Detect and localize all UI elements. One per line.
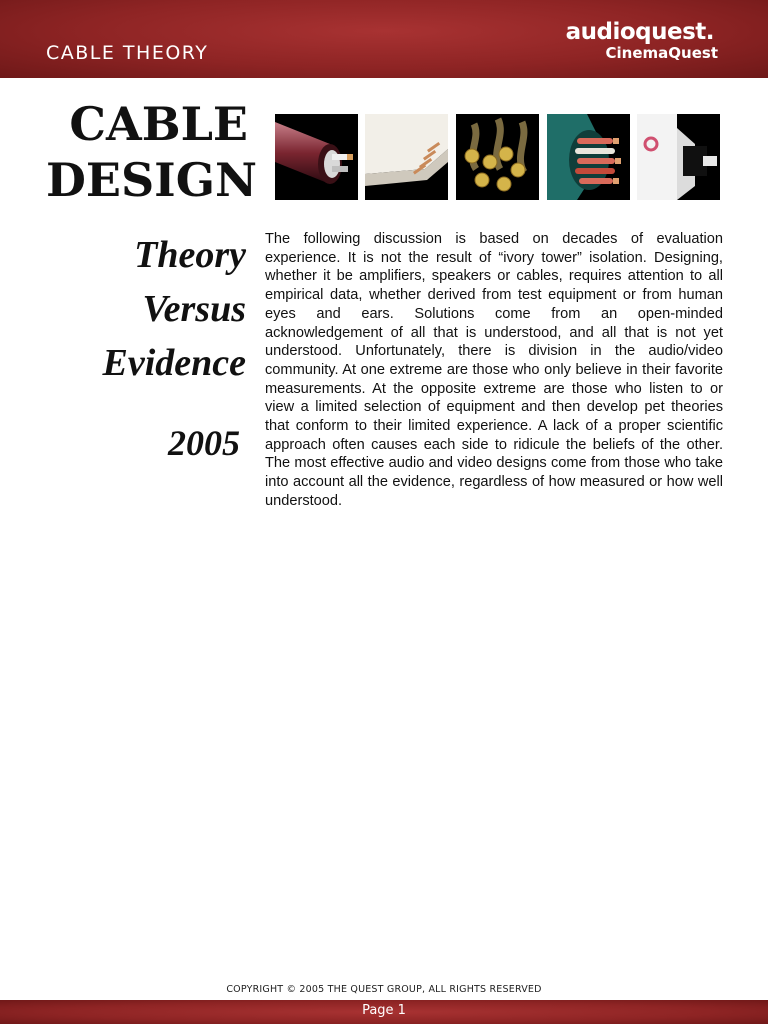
document-year: 2005 — [168, 423, 240, 463]
footer-bar — [0, 1000, 768, 1024]
subtitle-line-2: Versus — [142, 288, 246, 330]
multi-conductor-cable-image — [547, 114, 630, 200]
header-bar — [0, 0, 768, 78]
title-line-1: CABLE — [69, 97, 248, 151]
coax-cable-cutaway-image — [275, 114, 358, 200]
document-subtitle — [46, 228, 246, 390]
title-line-2: DESIGN — [46, 153, 258, 207]
subtitle-line-1: Theory — [134, 234, 246, 276]
twisted-pair-cable-image — [456, 114, 539, 200]
flat-ribbon-cable-image — [365, 114, 448, 200]
cinemaquest-logo-text: CinemaQuest — [605, 44, 718, 62]
section-title: CABLE THEORY — [46, 42, 209, 64]
audioquest-logo-text: audioquest. — [565, 19, 714, 45]
copyright-notice: COPYRIGHT © 2005 THE QUEST GROUP, ALL RIGHTS RESERVED — [226, 984, 542, 995]
toslink-optical-connector-image — [637, 114, 720, 200]
brand-logo — [565, 19, 718, 62]
document-title — [46, 96, 258, 208]
page-number: Page 1 — [362, 1003, 406, 1018]
subtitle-line-3: Evidence — [102, 342, 246, 384]
body-paragraph: The following discussion is based on decades of evaluation experience. It is not the result of “ivory tower” isolation. Designing, whether it be amplifiers, speakers or cables, requires attention to all empirical data, whether derived from test equipment or from human eyes and ears. Solutions come from an open-minded acknowledgement of all that is understood, and all that is not yet understood. Unfortunately, there is division in the audio/video community. At one extreme are those who only believe in their favorite measurements. At the opposite extreme are those who listen to or view a limited selection of equipment and then develop pet theories that conform to their limited experience. A lack of a proper scientific approach often causes each side to ridicule the beliefs of the other. The most effective audio and video designs come from those who take into account all the evidence, regardless of how measured or how well understood. — [265, 231, 723, 509]
